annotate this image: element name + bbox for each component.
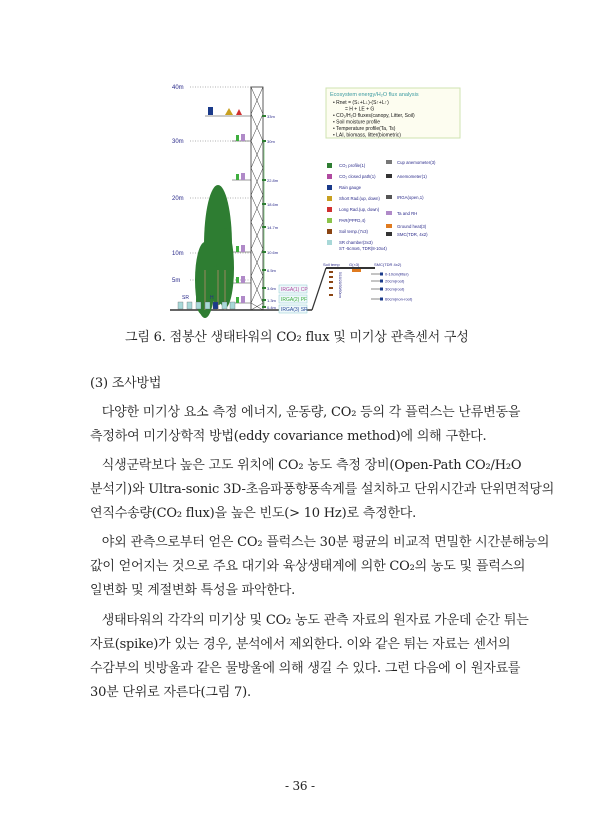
tower-height-label: 1.3m — [267, 298, 276, 303]
legend-swatch-icon — [386, 211, 392, 215]
legend-item: Soil temp.(7x3) — [339, 229, 368, 234]
body-line: 값이 얻어지는 것으로 주요 대기와 육상생태계에 의한 CO₂의 농도 및 플럭스의 — [90, 559, 526, 574]
soil-depth-label: 20cm(root) — [385, 278, 405, 284]
sr-chamber-icon — [222, 302, 227, 309]
irga-label: IRGA(1) CP — [281, 287, 308, 293]
legend-swatch-icon — [327, 174, 332, 179]
tower-height-label: 6.5m — [267, 268, 276, 273]
height-label: 40m — [172, 85, 184, 91]
legend-swatch-icon — [327, 218, 332, 223]
par-sensor-icon — [236, 246, 239, 252]
ta-rh-icon — [241, 173, 245, 180]
ta-rh-icon — [241, 296, 245, 303]
legend-swatch-icon — [386, 224, 392, 228]
body-line: 일변화 및 계절변화 특성을 파악한다. — [90, 583, 296, 598]
body-line: 야외 관측으로부터 얻은 CO₂ 플럭스는 30분 평균의 비교적 면밀한 시간분해능의 — [90, 535, 550, 550]
tower-sensor-figure — [0, 0, 606, 320]
body-line: 30분 단위로 자른다(그림 7). — [90, 685, 251, 700]
legend-item: Rain gauge — [339, 185, 361, 190]
short-rad-icon — [225, 108, 233, 115]
soil-label: G(×3) — [349, 262, 360, 267]
sr-chamber-icon — [230, 302, 235, 309]
sr-chamber-icon — [187, 302, 192, 309]
soil-label: Soil temp — [323, 262, 340, 267]
par-sensor-icon — [236, 174, 239, 180]
legend-swatch-icon — [327, 229, 332, 234]
soil-depth-label: 5/10/20/30/60cm — [338, 272, 342, 299]
height-label: 20m — [172, 196, 184, 202]
legend-item: Ground heat(3) — [397, 224, 427, 229]
legend-swatch-icon — [327, 163, 332, 168]
legend-item: Anemometer(1) — [397, 174, 427, 179]
ground-label: H — [210, 295, 214, 301]
legend-item: Cup anemometer(3) — [397, 160, 436, 165]
analysis-title: Ecosystem energy/H₂O flux analysis — [330, 92, 419, 98]
height-label: 5m — [172, 278, 181, 284]
height-label: 30m — [172, 139, 184, 145]
soil-depth-label: 0-10cm(litter) — [385, 271, 409, 277]
page-number: - 36 - — [285, 779, 315, 793]
body-line: 분석기)와 Ultra-sonic 3D-초음파풍향풍속계를 설치하고 단위시간과 단위면적당의 — [90, 482, 555, 497]
tower-height-label: 14.7m — [267, 225, 279, 230]
ta-rh-icon — [241, 276, 245, 283]
tower-height-label: 33m — [267, 114, 275, 119]
rain-gauge-icon — [208, 107, 213, 115]
body-line: 다양한 미기상 요소 측정 에너지, 운동량, CO₂ 등의 각 플럭스는 난류변동을 — [90, 405, 521, 420]
analysis-item: • Temperature profile(Ta, Ts) — [333, 126, 396, 132]
legend-item: Short Rad.(up, down) — [339, 196, 380, 201]
body-line: 수감부의 빗방울과 같은 물방울에 의해 생길 수 있다. 그런 다음에 이 원자료를 — [90, 661, 521, 676]
soil-label: SMC(TDR 4x2) — [374, 262, 402, 267]
legend-item: CO₂ profile(1) — [339, 163, 366, 168]
legend-item: SMC(TDR, 4x2) — [397, 232, 428, 237]
long-rad-icon — [236, 109, 242, 115]
sr-chamber-icon — [213, 302, 218, 309]
legend-item: SR chamber(3x3) — [339, 240, 373, 245]
figure-caption: 그림 6. 점봉산 생태타워의 CO₂ flux 및 미기상 관측센서 구성 — [125, 330, 469, 345]
ta-rh-icon — [241, 134, 245, 141]
legend-item: IRGA(open,1) — [397, 195, 424, 200]
ground-label: SR — [182, 295, 189, 301]
par-sensor-icon — [236, 277, 239, 283]
tower-height-label: 22.8m — [267, 178, 279, 183]
legend-swatch-icon — [386, 232, 392, 236]
legend-swatch-icon — [327, 185, 332, 190]
body-line: 식생군락보다 높은 고도 위치에 CO₂ 농도 측정 장비(Open-Path CO₂/H₂O — [90, 458, 522, 473]
body-line: 생태타워의 각각의 미기상 및 CO₂ 농도 관측 자료의 원자료 가운데 순간 튀는 — [90, 613, 529, 628]
legend-item: ST -5cmx6, TDR(8-10x4) — [339, 246, 387, 251]
body-line: 자료(spike)가 있는 경우, 분석에서 제외한다. 이와 같은 튀는 자료는 센서의 — [90, 637, 511, 652]
analysis-item: • Rnet = (S↓+L↓)-(S↑+L↑) — [333, 100, 389, 106]
par-sensor-icon — [236, 297, 239, 303]
body-line: 연직수송량(CO₂ flux)을 높은 빈도(> 10 Hz)로 측정한다. — [90, 506, 417, 521]
ta-rh-icon — [241, 245, 245, 252]
legend-swatch-icon — [327, 240, 332, 245]
legend-item: Long Rad.(up, down) — [339, 207, 380, 212]
legend-swatch-icon — [327, 207, 332, 212]
irga-label: IRGA(2) PF — [281, 297, 308, 303]
irga-label: IRGA(3) SR — [281, 307, 308, 313]
section-heading: (3) 조사방법 — [90, 376, 162, 391]
legend-swatch-icon — [386, 174, 392, 178]
height-label: 10m — [172, 251, 184, 257]
analysis-item: • Soil moisture profile — [333, 119, 381, 126]
legend-swatch-icon — [386, 195, 392, 199]
par-sensor-icon — [236, 135, 239, 141]
tower-height-label: 0.4m — [267, 305, 276, 310]
legend-swatch-icon — [386, 160, 392, 164]
sr-chamber-icon — [205, 302, 210, 309]
body-line: 측정하여 미기상학적 방법(eddy covariance method)에 의해 구한다. — [90, 429, 487, 444]
tower-height-label: 30m — [267, 139, 275, 144]
tower-height-label: 10.6m — [267, 250, 279, 255]
sr-chamber-icon — [178, 302, 183, 309]
legend-item: CO₂ closed path(1) — [339, 174, 376, 179]
legend-swatch-icon — [327, 196, 332, 201]
soil-depth-label: 60cm(non-root) — [385, 296, 413, 302]
soil-depth-label: 30cm(root) — [385, 286, 405, 292]
tower-height-label: 3.6m — [267, 286, 276, 291]
legend-item: Ta and RH — [397, 211, 418, 216]
sr-chamber-icon — [196, 302, 201, 309]
analysis-item: • LAI, biomass, litter(biometric) — [333, 132, 401, 139]
tower-height-label: 18.6m — [267, 202, 279, 207]
legend-item: PAR(PPFD,4) — [339, 218, 366, 223]
analysis-item: • CO₂/H₂O fluxes(canopy, Litter, Soil) — [333, 113, 415, 119]
tree-icon — [196, 285, 210, 315]
flux-tower — [178, 87, 279, 318]
analysis-item: = H + LE + G — [345, 106, 375, 113]
